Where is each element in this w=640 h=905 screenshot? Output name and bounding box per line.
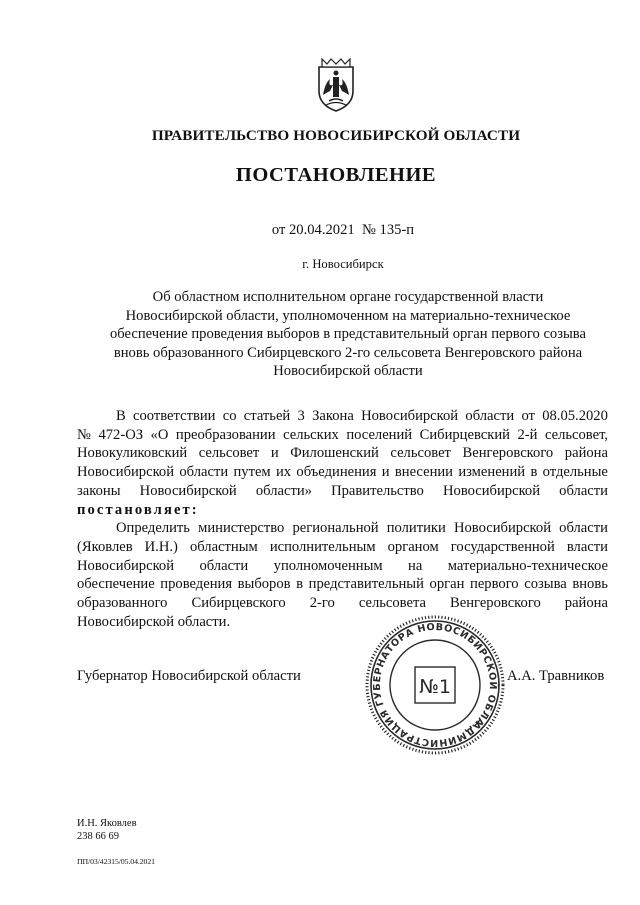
word: «О [150,426,169,443]
word: области [559,482,608,499]
word: области» [255,482,312,499]
word: Новокуликовский [77,445,188,462]
word: сельсовет [390,445,451,462]
word: первого [470,576,519,593]
word: поселений [346,426,413,443]
word: объединения [296,464,377,481]
subject-line: обеспечение проведения выборов в представительный орган первого созыва [110,326,586,343]
word: созыва [524,576,567,593]
word: представительный [308,576,424,593]
word: Правительство [331,482,424,499]
official-seal-icon [365,615,505,755]
word: государственной [450,538,555,555]
word: обеспечение [77,576,155,593]
word: от [521,408,535,424]
text-line [77,575,608,594]
word: в [296,576,304,593]
word: И.Н.) [144,538,178,555]
word: 2-го [309,595,335,612]
word: преобразовании [175,426,276,443]
word: Венгеровского [450,595,541,612]
word: проведения [160,576,233,593]
word: изменений [458,464,526,481]
text-line [77,594,608,613]
paragraph-preamble [77,407,608,501]
word: (Яковлев [77,538,133,555]
word: министерство [198,520,285,537]
word: выборов [237,576,291,593]
word: Новосибирской [442,482,541,499]
word: Новосибирской [139,482,237,499]
word: Венгеровского [462,445,554,462]
document-type: ПОСТАНОВЛЕНИЕ [235,164,437,186]
word: со [222,408,237,424]
text-line [77,426,608,445]
word: их [275,464,292,481]
word: путем [233,464,271,481]
word: Сибирцевский [419,426,510,443]
word: на [408,557,423,574]
word: сельсовет [198,445,260,462]
word: области [179,464,229,481]
city: г. Новосибирск [302,257,384,271]
signatory-position: Губернатор Новосибирской области [77,668,301,684]
executor-phone: 238 66 69 [77,831,119,842]
seal-ring-text: АДМИНИСТРАЦИЯ ГУБЕРНАТОРА НОВОСИБИРСКОЙ ОБЛАСТИ [371,621,499,749]
word: сельсовет, [544,426,608,443]
paragraph-decision-last-line: Новосибирской области. [77,613,231,630]
word: 3 [297,408,305,424]
word: политики [386,520,446,537]
word: в [530,464,538,481]
subject-line: вновь образованного Сибирцевского 2-го сельсовета Венгеровского района [113,344,583,361]
document-body [77,407,608,631]
word: законы [77,482,121,499]
text-line [77,519,608,538]
text-line [77,444,608,463]
word: Закона [312,408,354,424]
word: областным [189,538,258,555]
word: области [199,557,249,574]
word: Сибирцевского [191,595,286,612]
executor-name: И.Н. Яковлев [77,818,137,829]
word: 08.05.2020 [542,408,608,424]
word: области [559,520,608,537]
document-subject [88,288,608,381]
word: материально-техническое [447,557,608,574]
word: внесении [394,464,453,481]
subject-line: Новосибирской области [273,363,423,380]
text-line [77,463,608,482]
word: орган [429,576,465,593]
word: Филошенский [290,445,379,462]
word: вновь [572,576,608,593]
word: района [564,595,608,612]
text-line [77,407,608,426]
word: органом [387,538,439,555]
word: Новосибирской [453,520,552,537]
text-line [77,557,608,576]
word: власти [566,538,608,555]
word: отдельные [542,464,608,481]
registration-number: ПП/03/42315/05.04.2021 [77,857,155,866]
text-line [77,482,608,501]
word: В [116,408,126,424]
word: исполнительным [269,538,376,555]
word: образованного [77,595,168,612]
signatory-name: А.А. Травников [507,668,605,684]
word: Новосибирской [77,557,175,574]
word: 2-й [517,426,538,443]
word: Определить [116,520,190,537]
paragraph-decision [77,519,608,613]
word: сельсовета [358,595,426,612]
coat-of-arms-icon [313,57,359,113]
date-and-number: от 20.04.2021 № 135-п [271,222,415,238]
word: региональной [292,520,379,537]
word: соответствии [133,408,216,424]
resolves-line [77,501,608,520]
word: области [465,408,515,424]
organization-title: ПРАВИТЕЛЬСТВО НОВОСИБИРСКОЙ ОБЛАСТИ [151,127,521,144]
resolves-word: постановляет [77,501,192,518]
word: и [381,464,390,481]
word: № [77,426,91,443]
word: сельских [283,426,339,443]
subject-line: Новосибирской области, уполномоченном на материально-техническое [125,307,571,324]
word: района [564,445,608,462]
word: Новосибирской [361,408,459,424]
subject-line: Об областном исполнительном органе государственной власти [152,289,544,305]
resolves-colon: : [191,501,197,518]
word: статьей [243,408,291,424]
word: 472-ОЗ [98,426,144,443]
text-line [77,538,608,557]
seal-number: №1 [419,676,451,698]
word: Новосибирской [77,464,175,481]
word: и [270,445,279,462]
word: уполномоченным [273,557,383,574]
